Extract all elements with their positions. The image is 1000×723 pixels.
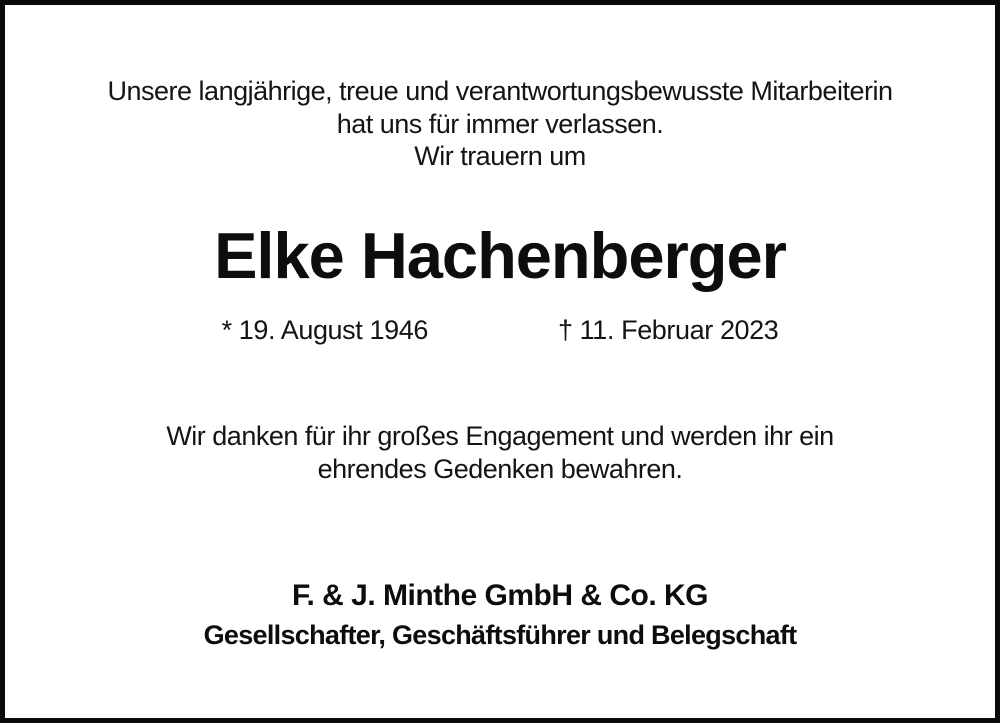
intro-line-2: hat uns für immer verlassen.	[336, 108, 664, 139]
thanks-line-2: ehrendes Gedenken bewahren.	[317, 453, 683, 484]
intro-text	[5, 75, 995, 173]
birth-date: * 19. August 1946	[221, 314, 428, 345]
signature-block	[5, 580, 995, 650]
death-date: † 11. Februar 2023	[557, 314, 779, 345]
life-dates	[5, 314, 995, 346]
thanks-text	[5, 420, 995, 486]
deceased-name: Elke Hachenberger	[214, 218, 786, 292]
thanks-line-1: Wir danken für ihr großes Engagement und werden ihr ein	[166, 420, 834, 451]
intro-line-3: Wir trauern um	[414, 141, 586, 171]
company-name: F. & J. Minthe GmbH & Co. KG	[291, 578, 708, 612]
intro-line-1: Unsere langjährige, treue und verantwortungsbewusste Mitarbeiterin	[107, 76, 893, 106]
signatories-line: Gesellschafter, Geschäftsführer und Belegschaft	[203, 619, 797, 650]
